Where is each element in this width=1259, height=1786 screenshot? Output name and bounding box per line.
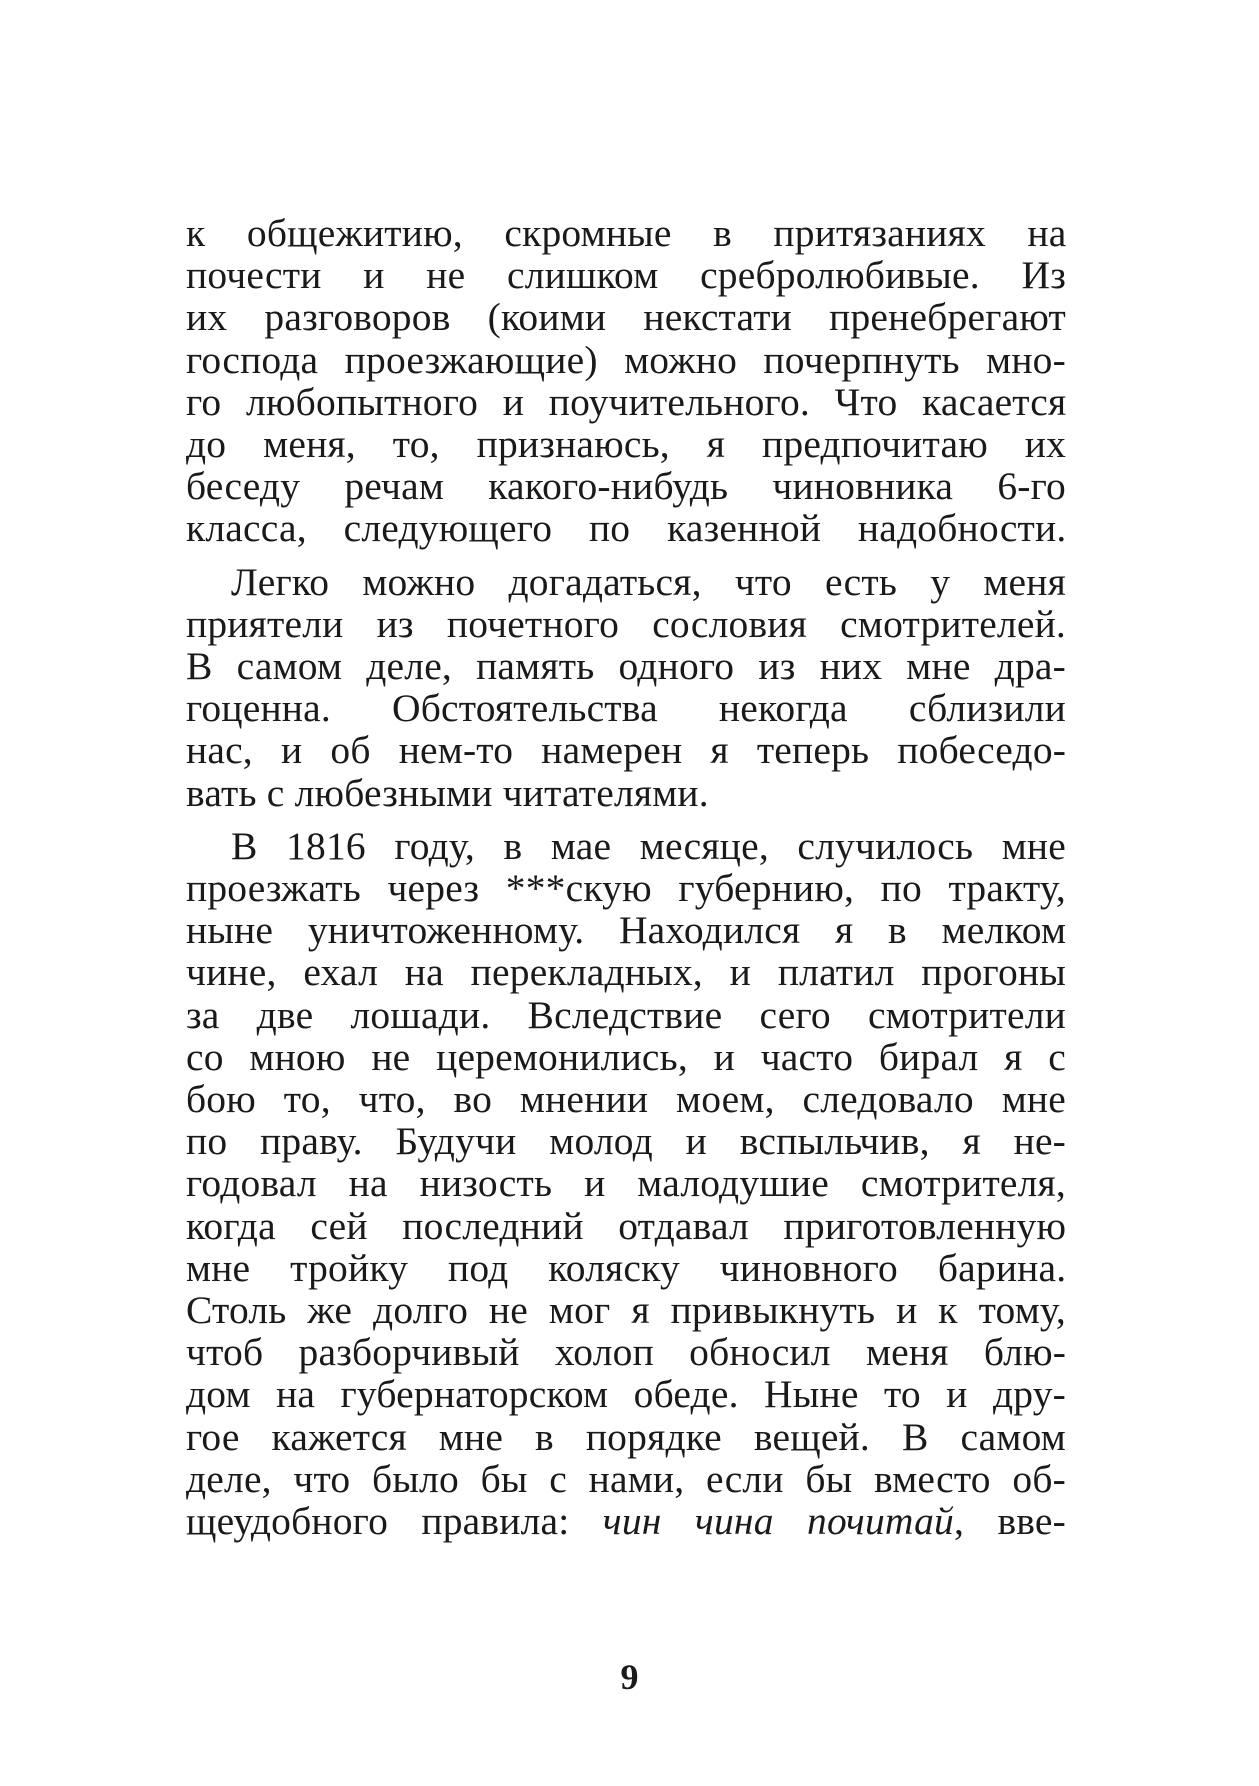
paragraph-2	[186, 561, 1066, 814]
paragraph-1	[186, 212, 1066, 550]
text-line: В самом деле, память одного из них мне дра-	[186, 644, 1066, 689]
italic-phrase: чин чина почитай	[602, 1499, 955, 1544]
text-line: Легко можно догадаться, что есть у меня	[231, 559, 1066, 604]
text-line: го любопытного и поучительного. Что касается	[186, 379, 1067, 424]
text-segment: , вве-	[954, 1499, 1067, 1544]
text-line: чине, ехал на перекладных, и платил прогоны	[186, 950, 1066, 995]
text-line: класса, следующего по казенной надобности.	[186, 506, 1067, 551]
text-line: их разговоров (коими некстати пренебрегают	[186, 295, 1066, 340]
text-segment: щеудобного правила:	[186, 1499, 603, 1544]
text-line: проезжать через ***скую губернию, по тракту,	[186, 866, 1066, 911]
body-text	[186, 212, 1066, 1542]
text-line: бою то, что, во мнении моем, следовало мне	[186, 1077, 1066, 1122]
text-line: до меня, то, признаюсь, я предпочитаю их	[186, 422, 1067, 467]
text-line: деле, что было бы с нами, если бы вместо об-	[186, 1456, 1066, 1501]
text-line: вать с любезными читателями.	[186, 770, 709, 815]
text-line: мне тройку под коляску чиновного барина.	[186, 1245, 1067, 1290]
text-line: господа проезжающие) можно почерпнуть мно-	[186, 337, 1066, 382]
text-line: дом на губернаторском обеде. Ныне то и дру-	[186, 1372, 1066, 1417]
text-line: чтоб разборчивый холоп обносил меня блю-	[186, 1330, 1067, 1375]
page-number: 9	[620, 1657, 639, 1697]
text-line: почести и не слишком сребролюбивые. Из	[186, 253, 1067, 298]
text-line: гоценна. Обстоятельства некогда сблизили	[186, 686, 1067, 731]
text-line: нас, и об нем-то намерен я теперь побеседо-	[186, 728, 1067, 773]
text-line-with-italic	[186, 1500, 1066, 1542]
text-line: приятели из почетного сословия смотрителей.	[186, 601, 1066, 646]
text-line: В 1816 году, в мае месяце, случилось мне	[231, 823, 1066, 868]
paragraph-3	[186, 825, 1066, 1542]
text-line: Столь же долго не мог я привыкнуть и к тому,	[186, 1288, 1066, 1333]
text-line: ныне уничтоженному. Находился я в мелком	[186, 908, 1067, 953]
text-line: по праву. Будучи молод и вспыльчив, я не-	[186, 1119, 1067, 1164]
text-line: когда сей последний отдавал приготовленную	[186, 1203, 1067, 1248]
text-line: гое кажется мне в порядке вещей. В самом	[186, 1414, 1066, 1459]
text-line: к общежитию, скромные в притязаниях на	[186, 211, 1067, 255]
text-line: беседу речам какого-нибудь чиновника 6-го	[186, 464, 1066, 509]
text-line: со мною не церемонились, и часто бирал я с	[186, 1034, 1066, 1079]
text-line: годовал на низость и малодушие смотрителя,	[186, 1161, 1066, 1206]
text-line: за две лошади. Вследствие сего смотрители	[186, 992, 1066, 1037]
paragraph-gap	[186, 550, 1066, 561]
